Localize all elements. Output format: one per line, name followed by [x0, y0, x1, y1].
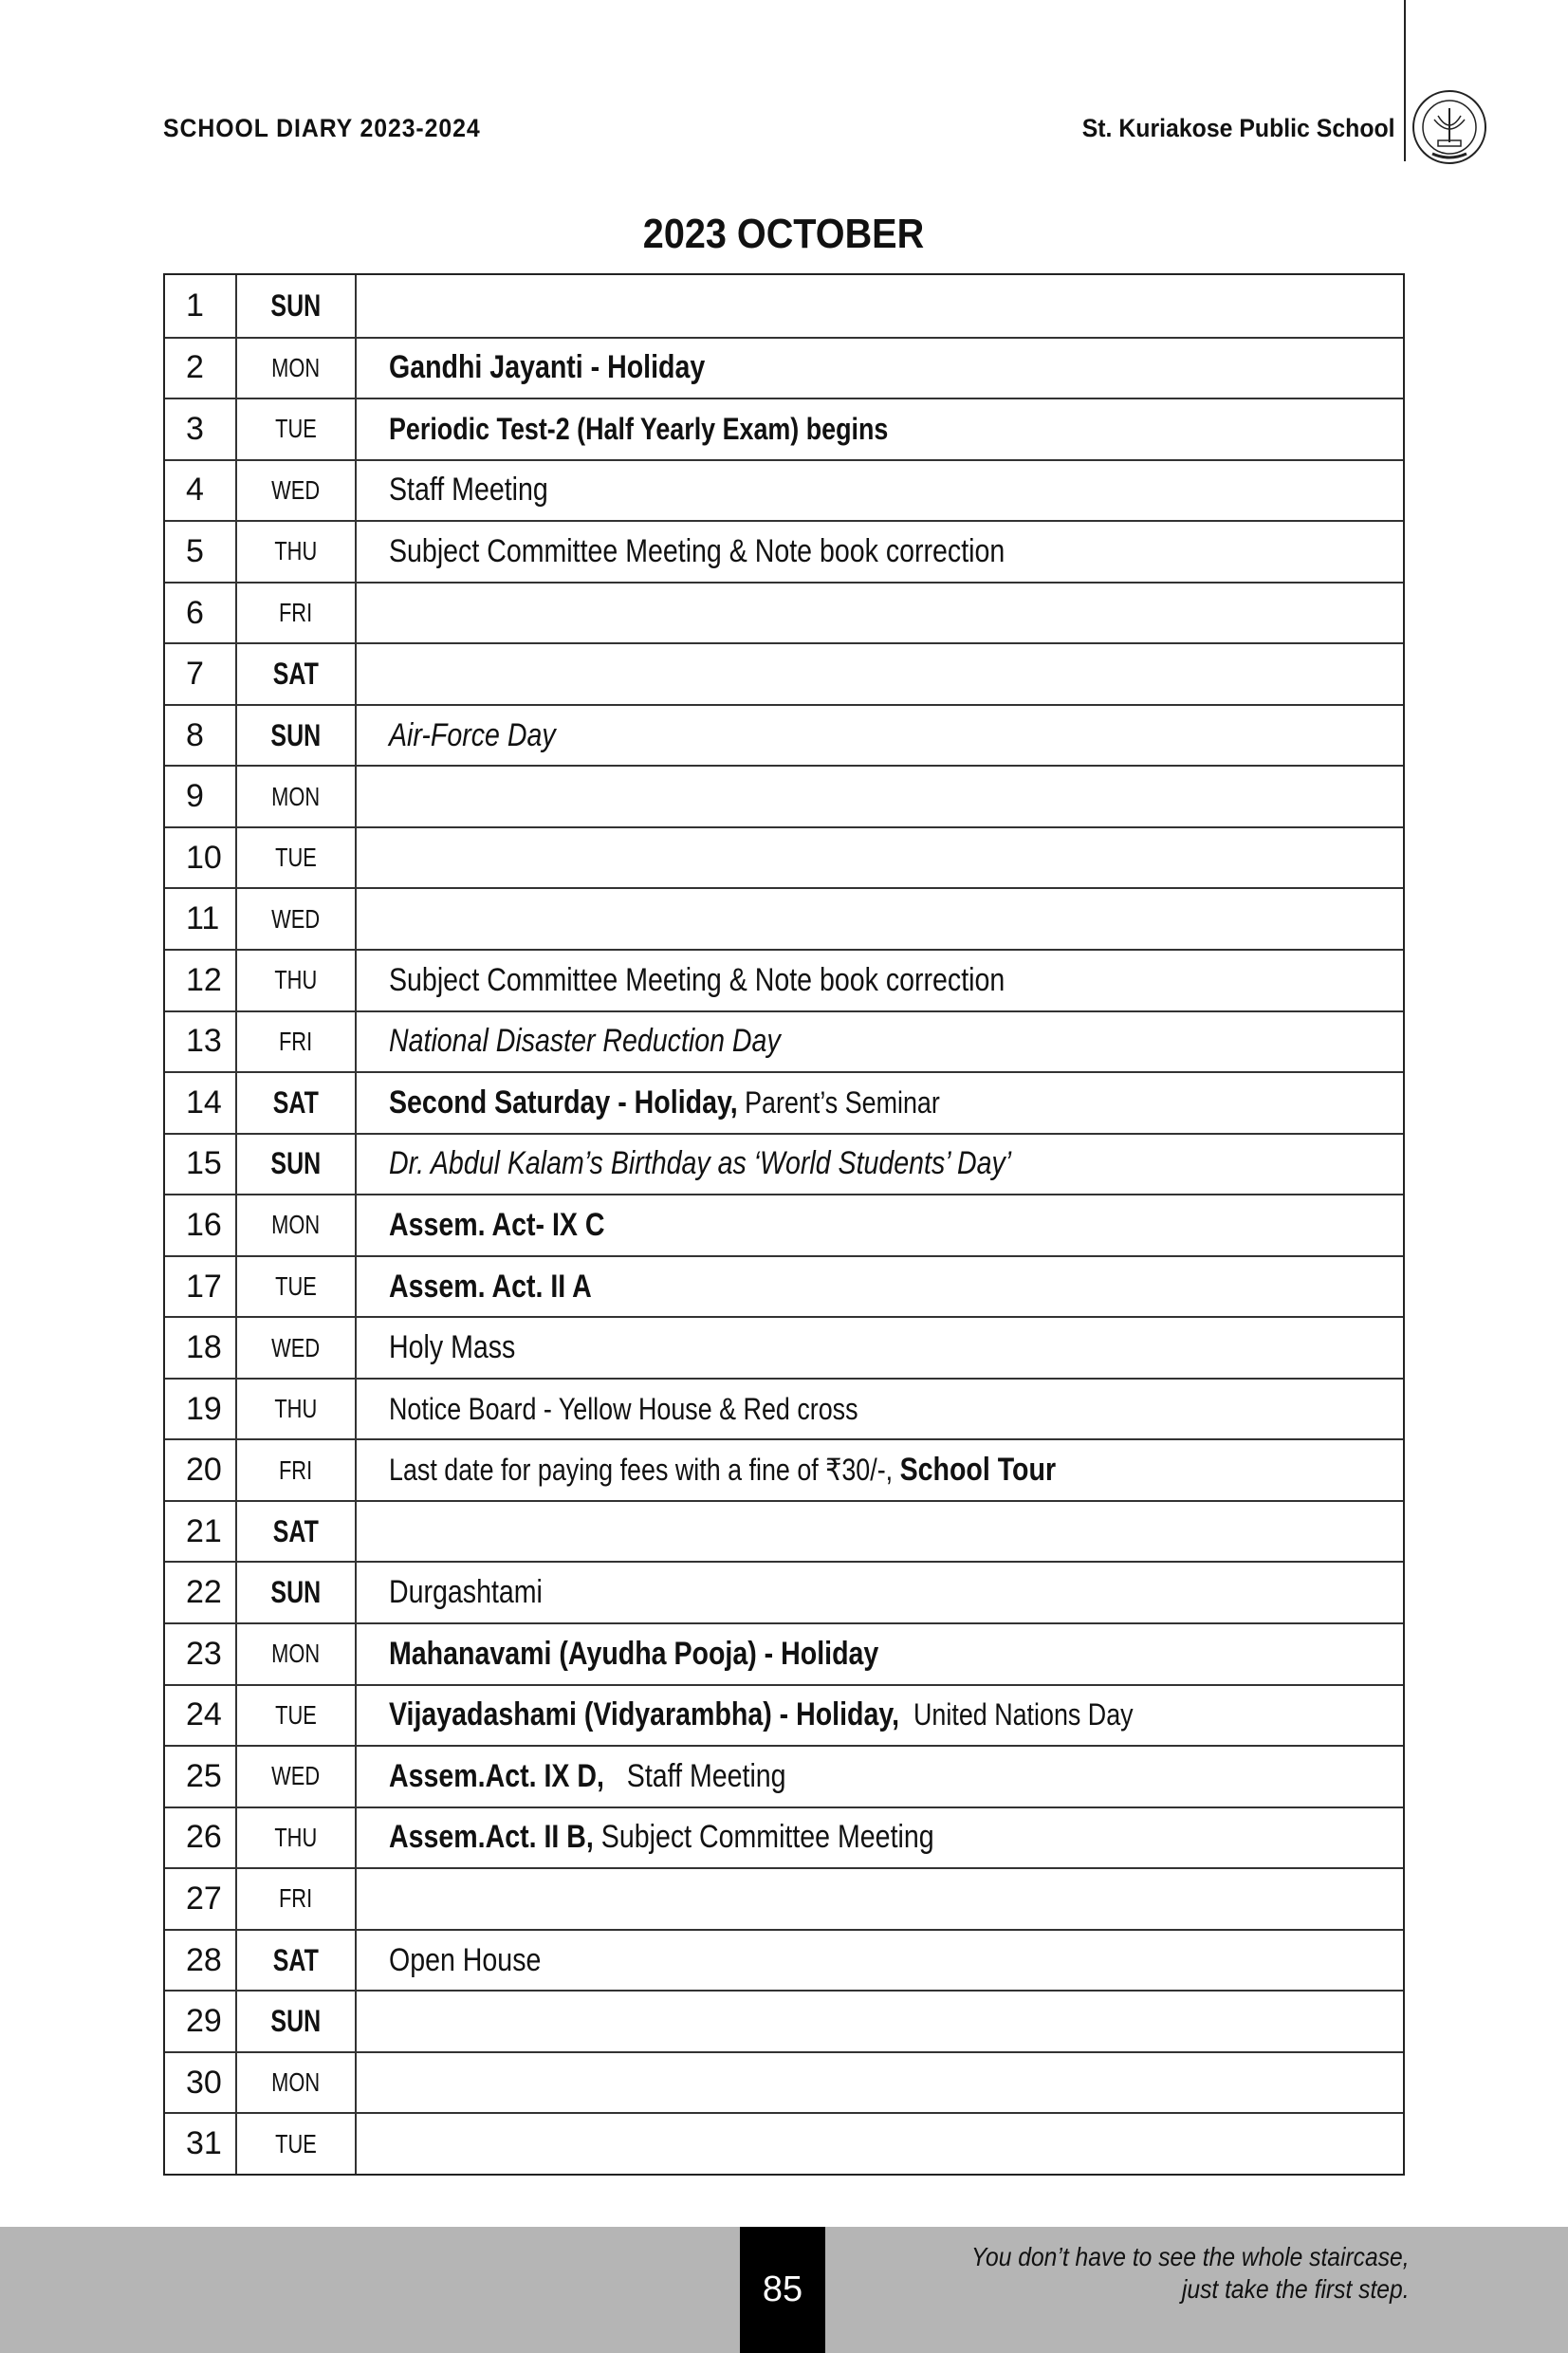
event-segment: Gandhi Jayanti - Holiday [389, 349, 706, 386]
day-cell [237, 828, 357, 888]
day-cell [237, 399, 357, 459]
date-cell: 29 [165, 1992, 237, 2051]
day-label: THU [274, 536, 318, 566]
event-text [389, 1819, 934, 1856]
date-cell: 5 [165, 522, 237, 582]
table-row [165, 704, 1403, 766]
event-text [389, 1452, 1056, 1489]
footer-quote [971, 2241, 1410, 2306]
event-text [389, 1758, 786, 1795]
day-cell [237, 1624, 357, 1684]
day-label: WED [271, 474, 321, 505]
day-label: MON [271, 1639, 321, 1669]
date-cell: 6 [165, 584, 237, 643]
day-label: WED [271, 903, 321, 934]
table-row [165, 1378, 1403, 1439]
event-text [389, 962, 1005, 999]
event-cell [357, 1502, 1403, 1562]
day-label: FRI [279, 1026, 313, 1056]
table-row [165, 1867, 1403, 1929]
day-label: TUE [275, 843, 317, 873]
date-cell: 30 [165, 2053, 237, 2113]
day-label: SUN [270, 2004, 322, 2039]
table-row [165, 1561, 1403, 1622]
table-row [165, 887, 1403, 949]
table-row [165, 2051, 1403, 2113]
event-cell [357, 1195, 1403, 1255]
event-segment: Open House [389, 1941, 542, 1978]
event-segment: Assem. Act- IX C [389, 1206, 605, 1243]
date-cell: 21 [165, 1502, 237, 1562]
day-label: SUN [270, 717, 322, 752]
date-cell: 11 [165, 889, 237, 949]
table-row [165, 949, 1403, 1010]
day-cell [237, 644, 357, 704]
event-cell [357, 951, 1403, 1010]
day-cell [237, 2114, 357, 2174]
day-cell [237, 767, 357, 826]
school-crest-icon [1410, 87, 1489, 167]
event-text [389, 1207, 604, 1244]
date-cell: 22 [165, 1563, 237, 1622]
table-row [165, 1929, 1403, 1991]
day-label: TUE [275, 1271, 317, 1302]
day-cell [237, 706, 357, 766]
day-cell [237, 584, 357, 643]
event-text [389, 1696, 1134, 1733]
event-cell [357, 584, 1403, 643]
event-segment: Subject Committee Meeting [593, 1819, 934, 1856]
event-cell [357, 889, 1403, 949]
event-segment: Dr. Abdul Kalam’s Birthday as ‘World Students’ Day’ [389, 1145, 1012, 1182]
table-row [165, 1010, 1403, 1072]
event-cell [357, 275, 1403, 337]
day-cell [237, 1012, 357, 1072]
event-text [389, 349, 705, 386]
date-cell: 8 [165, 706, 237, 766]
event-cell [357, 461, 1403, 521]
day-label: THU [274, 965, 318, 995]
day-label: MON [271, 1210, 321, 1240]
event-text [389, 1084, 940, 1121]
event-cell [357, 1257, 1403, 1317]
event-text [389, 1145, 1011, 1182]
day-label: WED [271, 1761, 321, 1791]
day-cell [237, 1195, 357, 1255]
calendar-table [163, 273, 1405, 2176]
day-label: MON [271, 2067, 321, 2098]
table-row [165, 1745, 1403, 1806]
day-cell [237, 1992, 357, 2051]
table-row [165, 1438, 1403, 1500]
event-cell [357, 522, 1403, 582]
event-text [389, 1574, 543, 1611]
day-cell [237, 275, 357, 337]
date-cell: 25 [165, 1747, 237, 1806]
day-cell [237, 1257, 357, 1317]
event-segment: Staff Meeting [603, 1757, 786, 1794]
table-row [165, 1194, 1403, 1255]
event-cell [357, 1440, 1403, 1500]
event-cell [357, 706, 1403, 766]
page-number: 85 [740, 2227, 825, 2353]
event-text [389, 1023, 781, 1060]
event-cell [357, 644, 1403, 704]
day-cell [237, 1747, 357, 1806]
date-cell: 18 [165, 1318, 237, 1378]
table-row [165, 1500, 1403, 1562]
event-cell [357, 828, 1403, 888]
day-cell [237, 1502, 357, 1562]
date-cell: 9 [165, 767, 237, 826]
date-cell: 15 [165, 1135, 237, 1195]
day-label: THU [274, 1394, 318, 1424]
day-label: SUN [270, 287, 322, 323]
day-label: MON [271, 352, 321, 382]
table-row [165, 1622, 1403, 1684]
day-label: TUE [275, 414, 317, 444]
event-cell [357, 1992, 1403, 2051]
date-cell: 1 [165, 275, 237, 337]
event-text [389, 411, 888, 448]
event-text [389, 533, 1005, 570]
day-label: SUN [270, 1146, 322, 1181]
event-cell [357, 399, 1403, 459]
day-cell [237, 1808, 357, 1868]
quote-line-2: just take the first step. [1182, 2274, 1410, 2304]
date-cell: 14 [165, 1073, 237, 1133]
date-cell: 26 [165, 1808, 237, 1868]
date-cell: 2 [165, 339, 237, 398]
event-segment: Staff Meeting [389, 472, 548, 509]
date-cell: 17 [165, 1257, 237, 1317]
day-cell [237, 461, 357, 521]
event-text [389, 472, 548, 509]
day-label: FRI [279, 1883, 313, 1914]
day-cell [237, 1686, 357, 1746]
table-row [165, 520, 1403, 582]
event-text [389, 1391, 858, 1428]
table-row [165, 337, 1403, 398]
event-segment: Parent’s Seminar [737, 1084, 940, 1120]
day-cell [237, 951, 357, 1010]
event-segment: Mahanavami (Ayudha Pooja) - Holiday [389, 1635, 879, 1672]
day-label: TUE [275, 1699, 317, 1730]
event-segment: Assem.Act. IX D, [389, 1757, 604, 1794]
day-label: SUN [270, 1575, 322, 1610]
event-cell [357, 1135, 1403, 1195]
table-row [165, 1990, 1403, 2051]
page-title: 2023 OCTOBER [642, 211, 925, 257]
day-label: FRI [279, 598, 313, 627]
event-cell [357, 2114, 1403, 2174]
event-cell [357, 1624, 1403, 1684]
day-cell [237, 2053, 357, 2113]
diary-title: SCHOOL DIARY 2023-2024 [163, 114, 481, 142]
day-cell [237, 339, 357, 398]
day-label: SAT [272, 657, 320, 692]
day-label: TUE [275, 2128, 317, 2158]
quote-line-1: You don’t have to see the whole staircase, [971, 2242, 1410, 2271]
day-label: THU [274, 1822, 318, 1852]
day-label: SAT [272, 1942, 320, 1977]
event-text [389, 1269, 592, 1306]
event-text [389, 717, 556, 754]
event-segment: Notice Board - Yellow House & Red cross [389, 1391, 858, 1426]
date-cell: 7 [165, 644, 237, 704]
event-cell [357, 1073, 1403, 1133]
date-cell: 12 [165, 951, 237, 1010]
event-cell [357, 1012, 1403, 1072]
event-segment: United Nations Day [899, 1697, 1134, 1732]
date-cell: 20 [165, 1440, 237, 1500]
table-row [165, 1316, 1403, 1378]
table-row [165, 459, 1403, 521]
date-cell: 24 [165, 1686, 237, 1746]
table-row [165, 1133, 1403, 1195]
day-label: SAT [272, 1513, 320, 1548]
event-segment: Periodic Test-2 (Half Yearly Exam) begins [389, 411, 889, 446]
event-cell [357, 767, 1403, 826]
day-cell [237, 1440, 357, 1500]
event-segment: Second Saturday - Holiday, [389, 1084, 738, 1121]
day-cell [237, 889, 357, 949]
day-cell [237, 1563, 357, 1622]
event-segment: Holy Mass [389, 1329, 516, 1366]
table-row [165, 826, 1403, 888]
event-segment: Durgashtami [389, 1574, 543, 1611]
table-row [165, 765, 1403, 826]
date-cell: 16 [165, 1195, 237, 1255]
date-cell: 27 [165, 1869, 237, 1929]
date-cell: 13 [165, 1012, 237, 1072]
event-segment: School Tour [899, 1452, 1057, 1489]
event-cell [357, 1380, 1403, 1439]
header-divider [1404, 0, 1406, 161]
date-cell: 4 [165, 461, 237, 521]
day-cell [237, 1931, 357, 1991]
date-cell: 19 [165, 1380, 237, 1439]
event-cell [357, 1869, 1403, 1929]
event-text [389, 1329, 515, 1366]
event-cell [357, 1808, 1403, 1868]
date-cell: 10 [165, 828, 237, 888]
day-cell [237, 1318, 357, 1378]
table-row [165, 398, 1403, 459]
date-cell: 23 [165, 1624, 237, 1684]
event-text [389, 1942, 541, 1979]
day-cell [237, 1073, 357, 1133]
day-cell [237, 1135, 357, 1195]
date-cell: 3 [165, 399, 237, 459]
school-name: St. Kuriakose Public School [1082, 114, 1395, 142]
event-segment: Last date for paying fees with a fine of ₹30/-, [389, 1453, 900, 1488]
event-cell [357, 1931, 1403, 1991]
event-segment: Assem. Act. II A [389, 1268, 592, 1305]
event-cell [357, 1686, 1403, 1746]
day-label: MON [271, 781, 321, 811]
table-row [165, 582, 1403, 643]
event-cell [357, 1563, 1403, 1622]
event-cell [357, 339, 1403, 398]
date-cell: 31 [165, 2114, 237, 2174]
day-label: WED [271, 1332, 321, 1362]
event-cell [357, 1318, 1403, 1378]
event-segment: Vijayadashami (Vidyarambha) - Holiday, [389, 1696, 900, 1733]
day-cell [237, 1380, 357, 1439]
table-row [165, 1806, 1403, 1868]
event-cell [357, 2053, 1403, 2113]
table-row [165, 1684, 1403, 1746]
event-segment: Air-Force Day [389, 716, 556, 753]
day-label: SAT [272, 1084, 320, 1120]
event-text [389, 1636, 878, 1673]
event-segment: National Disaster Reduction Day [389, 1023, 781, 1060]
event-segment: Assem.Act. II B, [389, 1819, 594, 1856]
table-row [165, 2112, 1403, 2174]
day-cell [237, 522, 357, 582]
event-cell [357, 1747, 1403, 1806]
table-row [165, 275, 1403, 337]
date-cell: 28 [165, 1931, 237, 1991]
event-segment: Subject Committee Meeting & Note book correction [389, 532, 1005, 569]
event-segment: Subject Committee Meeting & Note book correction [389, 961, 1005, 998]
day-label: FRI [279, 1454, 313, 1485]
day-cell [237, 1869, 357, 1929]
table-row [165, 642, 1403, 704]
table-row [165, 1071, 1403, 1133]
table-row [165, 1255, 1403, 1317]
